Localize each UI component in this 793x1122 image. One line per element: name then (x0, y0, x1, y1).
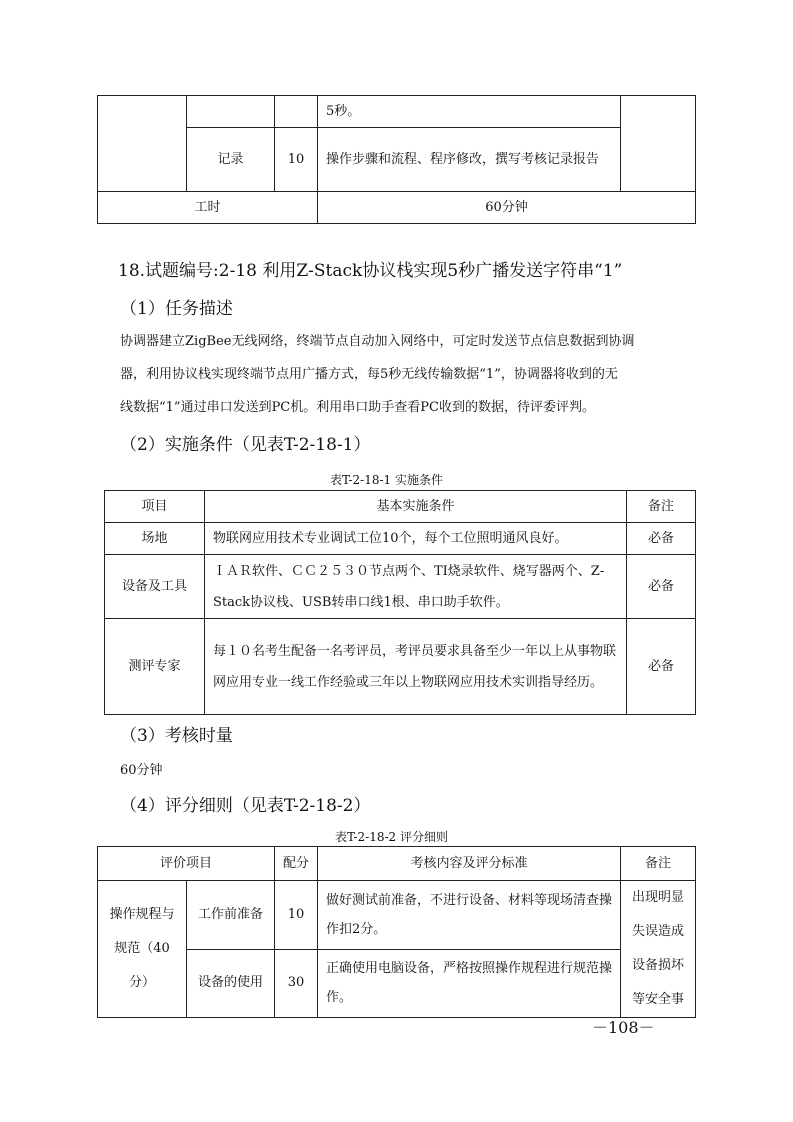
task-line-3: 线数据“1”通过串口发送到PC机。利用串口助手查看PC收到的数据，待评委评判。 (120, 400, 595, 415)
conditions-header-item: 项目 (105, 491, 205, 523)
top-table-note-cell (621, 96, 696, 192)
scoring-header-note: 备注 (621, 847, 696, 881)
conditions-heading: （2）实施条件（见表T-2-18-1） (120, 435, 371, 455)
top-table-empty-score (275, 96, 318, 128)
conditions-table (104, 490, 696, 715)
worktime-value: 60分钟 (318, 192, 696, 224)
scoring-content-cell: 做好测试前准备，不进行设备、材料等现场清查操作扣2分。 (318, 881, 621, 950)
scoring-caption: 表T-2-18-2 评分细则 (335, 830, 448, 844)
task-line-2: 器，利用协议栈实现终端节点用广播方式，每5秒无线传输数据“1”，协调器将收到的无 (120, 367, 618, 382)
conditions-item-cell: 设备及工具 (105, 555, 205, 619)
conditions-content-cell: ＩＡＲ软件、ＣＣ２５３０节点两个、TI烧录软件、烧写器两个、Z-Stack协议栈、USB转串口线1根、串口助手软件。 (205, 555, 627, 619)
conditions-content-cell: 物联网应用技术专业调试工位10个，每个工位照明通风良好。 (205, 523, 627, 555)
scoring-heading: （4）评分细则（见表T-2-18-2） (120, 796, 371, 816)
scoring-group-cell: 操作规程与规范（40分） (98, 881, 187, 1018)
scoring-score-cell: 10 (275, 881, 318, 950)
top-table-content-cell: 5秒。 (318, 96, 621, 128)
scoring-content-cell: 正确使用电脑设备，严格按照操作规程进行规范操作。 (318, 949, 621, 1018)
scoring-header-score: 配分 (275, 847, 318, 881)
conditions-item-cell: 测评专家 (105, 619, 205, 715)
scoring-note-cell: 出现明显失误造成设备损坏等安全事 (621, 881, 696, 1018)
conditions-content-cell: 每１０名考生配备一名考评员，考评员要求具备至少一年以上从事物联网应用专业一线工作经验或三年以上物联网应用技术实训指导经历。 (205, 619, 627, 715)
duration-heading: （3）考核时量 (120, 726, 233, 746)
scoring-item-cell: 工作前准备 (187, 881, 275, 950)
conditions-note-cell: 必备 (627, 619, 696, 715)
top-table (97, 95, 696, 224)
scoring-table (97, 846, 696, 1018)
top-table-item-cell: 记录 (187, 128, 275, 192)
scoring-header-item: 评价项目 (98, 847, 275, 881)
scoring-score-cell: 30 (275, 949, 318, 1018)
top-table-empty-item (187, 96, 275, 128)
conditions-caption: 表T-2-18-1 实施条件 (330, 473, 443, 487)
conditions-note-cell: 必备 (627, 555, 696, 619)
duration-value: 60分钟 (120, 763, 163, 778)
task-heading: （1）任务描述 (120, 299, 233, 319)
conditions-item-cell: 场地 (105, 523, 205, 555)
top-table-score-cell: 10 (275, 128, 318, 192)
page-number: －108－ (592, 1018, 655, 1037)
conditions-header-content: 基本实施条件 (205, 491, 627, 523)
conditions-header-note: 备注 (627, 491, 696, 523)
scoring-header-content: 考核内容及评分标准 (318, 847, 621, 881)
scoring-item-cell: 设备的使用 (187, 949, 275, 1018)
worktime-label: 工时 (98, 192, 318, 224)
top-table-empty-cell (98, 96, 187, 192)
conditions-note-cell: 必备 (627, 523, 696, 555)
task-line-1: 协调器建立ZigBee无线网络，终端节点自动加入网络中，可定时发送节点信息数据到协调 (120, 334, 635, 349)
top-table-content-cell: 操作步骤和流程、程序修改，撰写考核记录报告 (318, 128, 621, 192)
section-title: 18.试题编号:2-18 利用Z-Stack协议栈实现5秒广播发送字符串“1” (118, 261, 623, 281)
